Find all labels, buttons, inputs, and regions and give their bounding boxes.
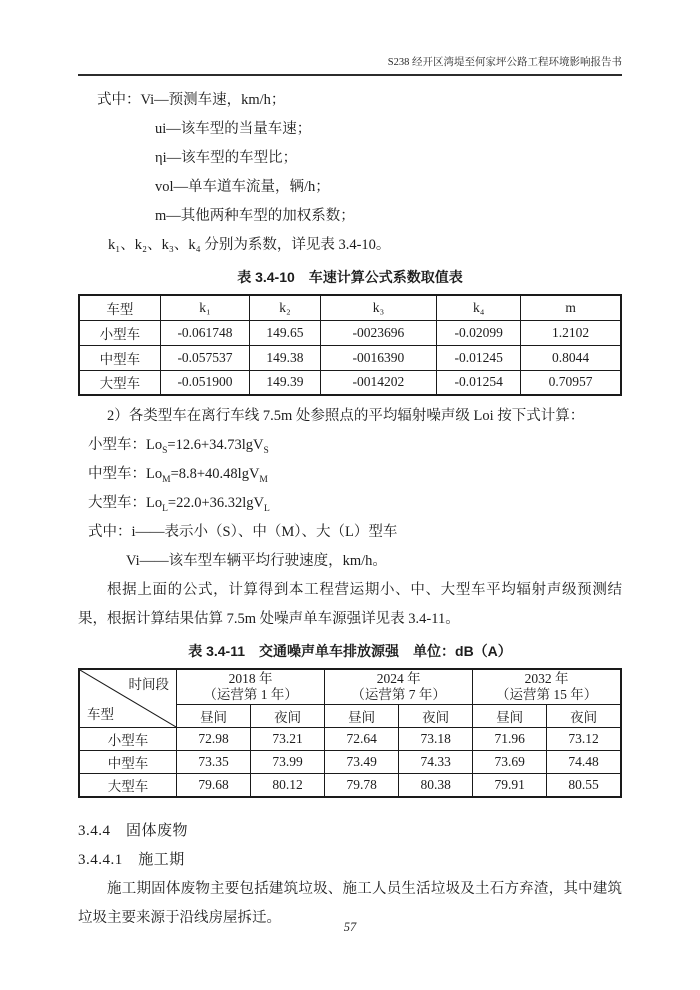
table-row bbox=[79, 774, 621, 798]
value-cell: 74.48 bbox=[547, 751, 621, 774]
subheader-cell: 夜间 bbox=[251, 705, 325, 728]
table-cell: 0.70957 bbox=[521, 370, 621, 395]
value-cell: 73.12 bbox=[547, 728, 621, 751]
subheader-cell: 昼间 bbox=[325, 705, 399, 728]
corner-cell bbox=[79, 669, 177, 728]
value-cell: 73.69 bbox=[473, 751, 547, 774]
table-cell: 0.8044 bbox=[521, 345, 621, 370]
row-label: 大型车 bbox=[79, 370, 160, 395]
value-cell: 74.33 bbox=[399, 751, 473, 774]
heading-3-4-4-1: 3.4.4.1 施工期 bbox=[78, 852, 185, 868]
row-label: 小型车 bbox=[79, 728, 177, 751]
table-cell: -0023696 bbox=[320, 320, 437, 345]
table-cell: 149.65 bbox=[250, 320, 320, 345]
table-row bbox=[79, 295, 621, 320]
row-label: 中型车 bbox=[79, 345, 160, 370]
table-cell: -0014202 bbox=[320, 370, 437, 395]
value-cell: 73.49 bbox=[325, 751, 399, 774]
construction-paragraph: 施工期固体废物主要包括建筑垃圾、施工人员生活垃圾及土石方弃渣，其中建筑垃圾主要来源于沿线房屋拆迁。 bbox=[78, 881, 622, 926]
year-header-cell: 2032 年 （运营第 15 年） bbox=[473, 669, 621, 705]
sec2-paragraph: 根据上面的公式，计算得到本工程营运期小、中、大型车平均辐射声级预测结果，根据计算结果估算 7.5m 处噪声单车源强详见表 3.4-11。 bbox=[78, 582, 622, 627]
value-cell: 80.12 bbox=[251, 774, 325, 798]
sec2-note-vi: Vi——该车型车辆平均行驶速度，km/h。 bbox=[126, 553, 387, 569]
formula-small-car: 小型车：$Lo_S=12.6+34.73\lg V_S$ bbox=[88, 437, 269, 456]
row-label: 中型车 bbox=[79, 751, 177, 774]
value-cell: 80.55 bbox=[547, 774, 621, 798]
sec2-intro: 2）各类型车在离行车线 7.5m 处参照点的平均辐射噪声级 Loi 按下式计算： bbox=[107, 408, 585, 424]
def-line-vol: vol—单车道车流量，辆/h； bbox=[155, 179, 330, 195]
value-cell: 79.91 bbox=[473, 774, 547, 798]
table-cell: -0.061748 bbox=[160, 320, 249, 345]
table-cell: 149.38 bbox=[250, 345, 320, 370]
value-cell: 71.96 bbox=[473, 728, 547, 751]
table-cell: -0.01245 bbox=[437, 345, 521, 370]
table-row bbox=[79, 370, 621, 395]
table2-title: 表 3.4-11 交通噪声单车排放源强 单位：dB（A） bbox=[188, 643, 512, 659]
value-cell: 73.99 bbox=[251, 751, 325, 774]
page-header bbox=[78, 56, 622, 76]
table-row bbox=[79, 728, 621, 751]
value-cell: 79.68 bbox=[177, 774, 251, 798]
page-number: 57 bbox=[343, 920, 357, 934]
header-cell: k₂ bbox=[250, 295, 320, 320]
table-noise-source bbox=[78, 668, 622, 798]
subheader-cell: 昼间 bbox=[177, 705, 251, 728]
corner-label-vehicle: 车型 bbox=[87, 707, 114, 722]
value-cell: 73.35 bbox=[177, 751, 251, 774]
year-header-cell: 2018 年 （运营第 1 年） bbox=[177, 669, 325, 705]
header-cell: k₁ bbox=[160, 295, 249, 320]
formula-large-car: 大型车：$Lo_L=22.0+36.32\lg V_L$ bbox=[88, 495, 270, 514]
table1-title: 表 3.4-10 车速计算公式系数取值表 bbox=[237, 269, 463, 285]
value-cell: 80.38 bbox=[399, 774, 473, 798]
table-cell: -0.051900 bbox=[160, 370, 249, 395]
def-line-eta: ηi—该车型的车型比； bbox=[155, 150, 298, 166]
corner-label-time: 时间段 bbox=[128, 677, 170, 692]
value-cell: 79.78 bbox=[325, 774, 399, 798]
table-row bbox=[79, 320, 621, 345]
value-cell: 72.64 bbox=[325, 728, 399, 751]
page-content bbox=[78, 76, 622, 933]
def-line-vi: 式中：Vi—预测车速，km/h； bbox=[97, 92, 286, 108]
header-cell: m bbox=[521, 295, 621, 320]
table-row bbox=[79, 669, 621, 705]
value-cell: 72.98 bbox=[177, 728, 251, 751]
heading-3-4-4: 3.4.4 固体废物 bbox=[78, 823, 189, 839]
sec2-note-i: 式中：i——表示小（S）、中（M）、大（L）型车 bbox=[88, 524, 398, 540]
formula-medium-car: 中型车：$Lo_M=8.8+40.48\lg V_M$ bbox=[88, 466, 268, 485]
subheader-cell: 夜间 bbox=[399, 705, 473, 728]
def-line-m: m—其他两种车型的加权系数； bbox=[155, 208, 355, 224]
def-line-ui: ui—该车型的当量车速； bbox=[155, 121, 312, 137]
row-label: 大型车 bbox=[79, 774, 177, 798]
table-cell: 149.39 bbox=[250, 370, 320, 395]
table-coefficients bbox=[78, 294, 622, 396]
table-cell: -0.057537 bbox=[160, 345, 249, 370]
table-row bbox=[79, 345, 621, 370]
def-line-k: k₁、k₂、k₃、k₄ 分别为系数，详见表 3.4-10。 bbox=[108, 237, 391, 253]
header-cell: 车型 bbox=[79, 295, 160, 320]
table-cell: -0016390 bbox=[320, 345, 437, 370]
header-cell: k₄ bbox=[437, 295, 521, 320]
value-cell: 73.18 bbox=[399, 728, 473, 751]
row-label: 小型车 bbox=[79, 320, 160, 345]
subheader-cell: 夜间 bbox=[547, 705, 621, 728]
table-cell: -0.01254 bbox=[437, 370, 521, 395]
value-cell: 73.21 bbox=[251, 728, 325, 751]
subheader-cell: 昼间 bbox=[473, 705, 547, 728]
header-cell: k₃ bbox=[320, 295, 437, 320]
table-cell: 1.2102 bbox=[521, 320, 621, 345]
table-row bbox=[79, 751, 621, 774]
header-title: S238 经开区湾堤至何家坪公路工程环境影响报告书 bbox=[387, 57, 622, 68]
year-header-cell: 2024 年 （运营第 7 年） bbox=[325, 669, 473, 705]
table-cell: -0.02099 bbox=[437, 320, 521, 345]
